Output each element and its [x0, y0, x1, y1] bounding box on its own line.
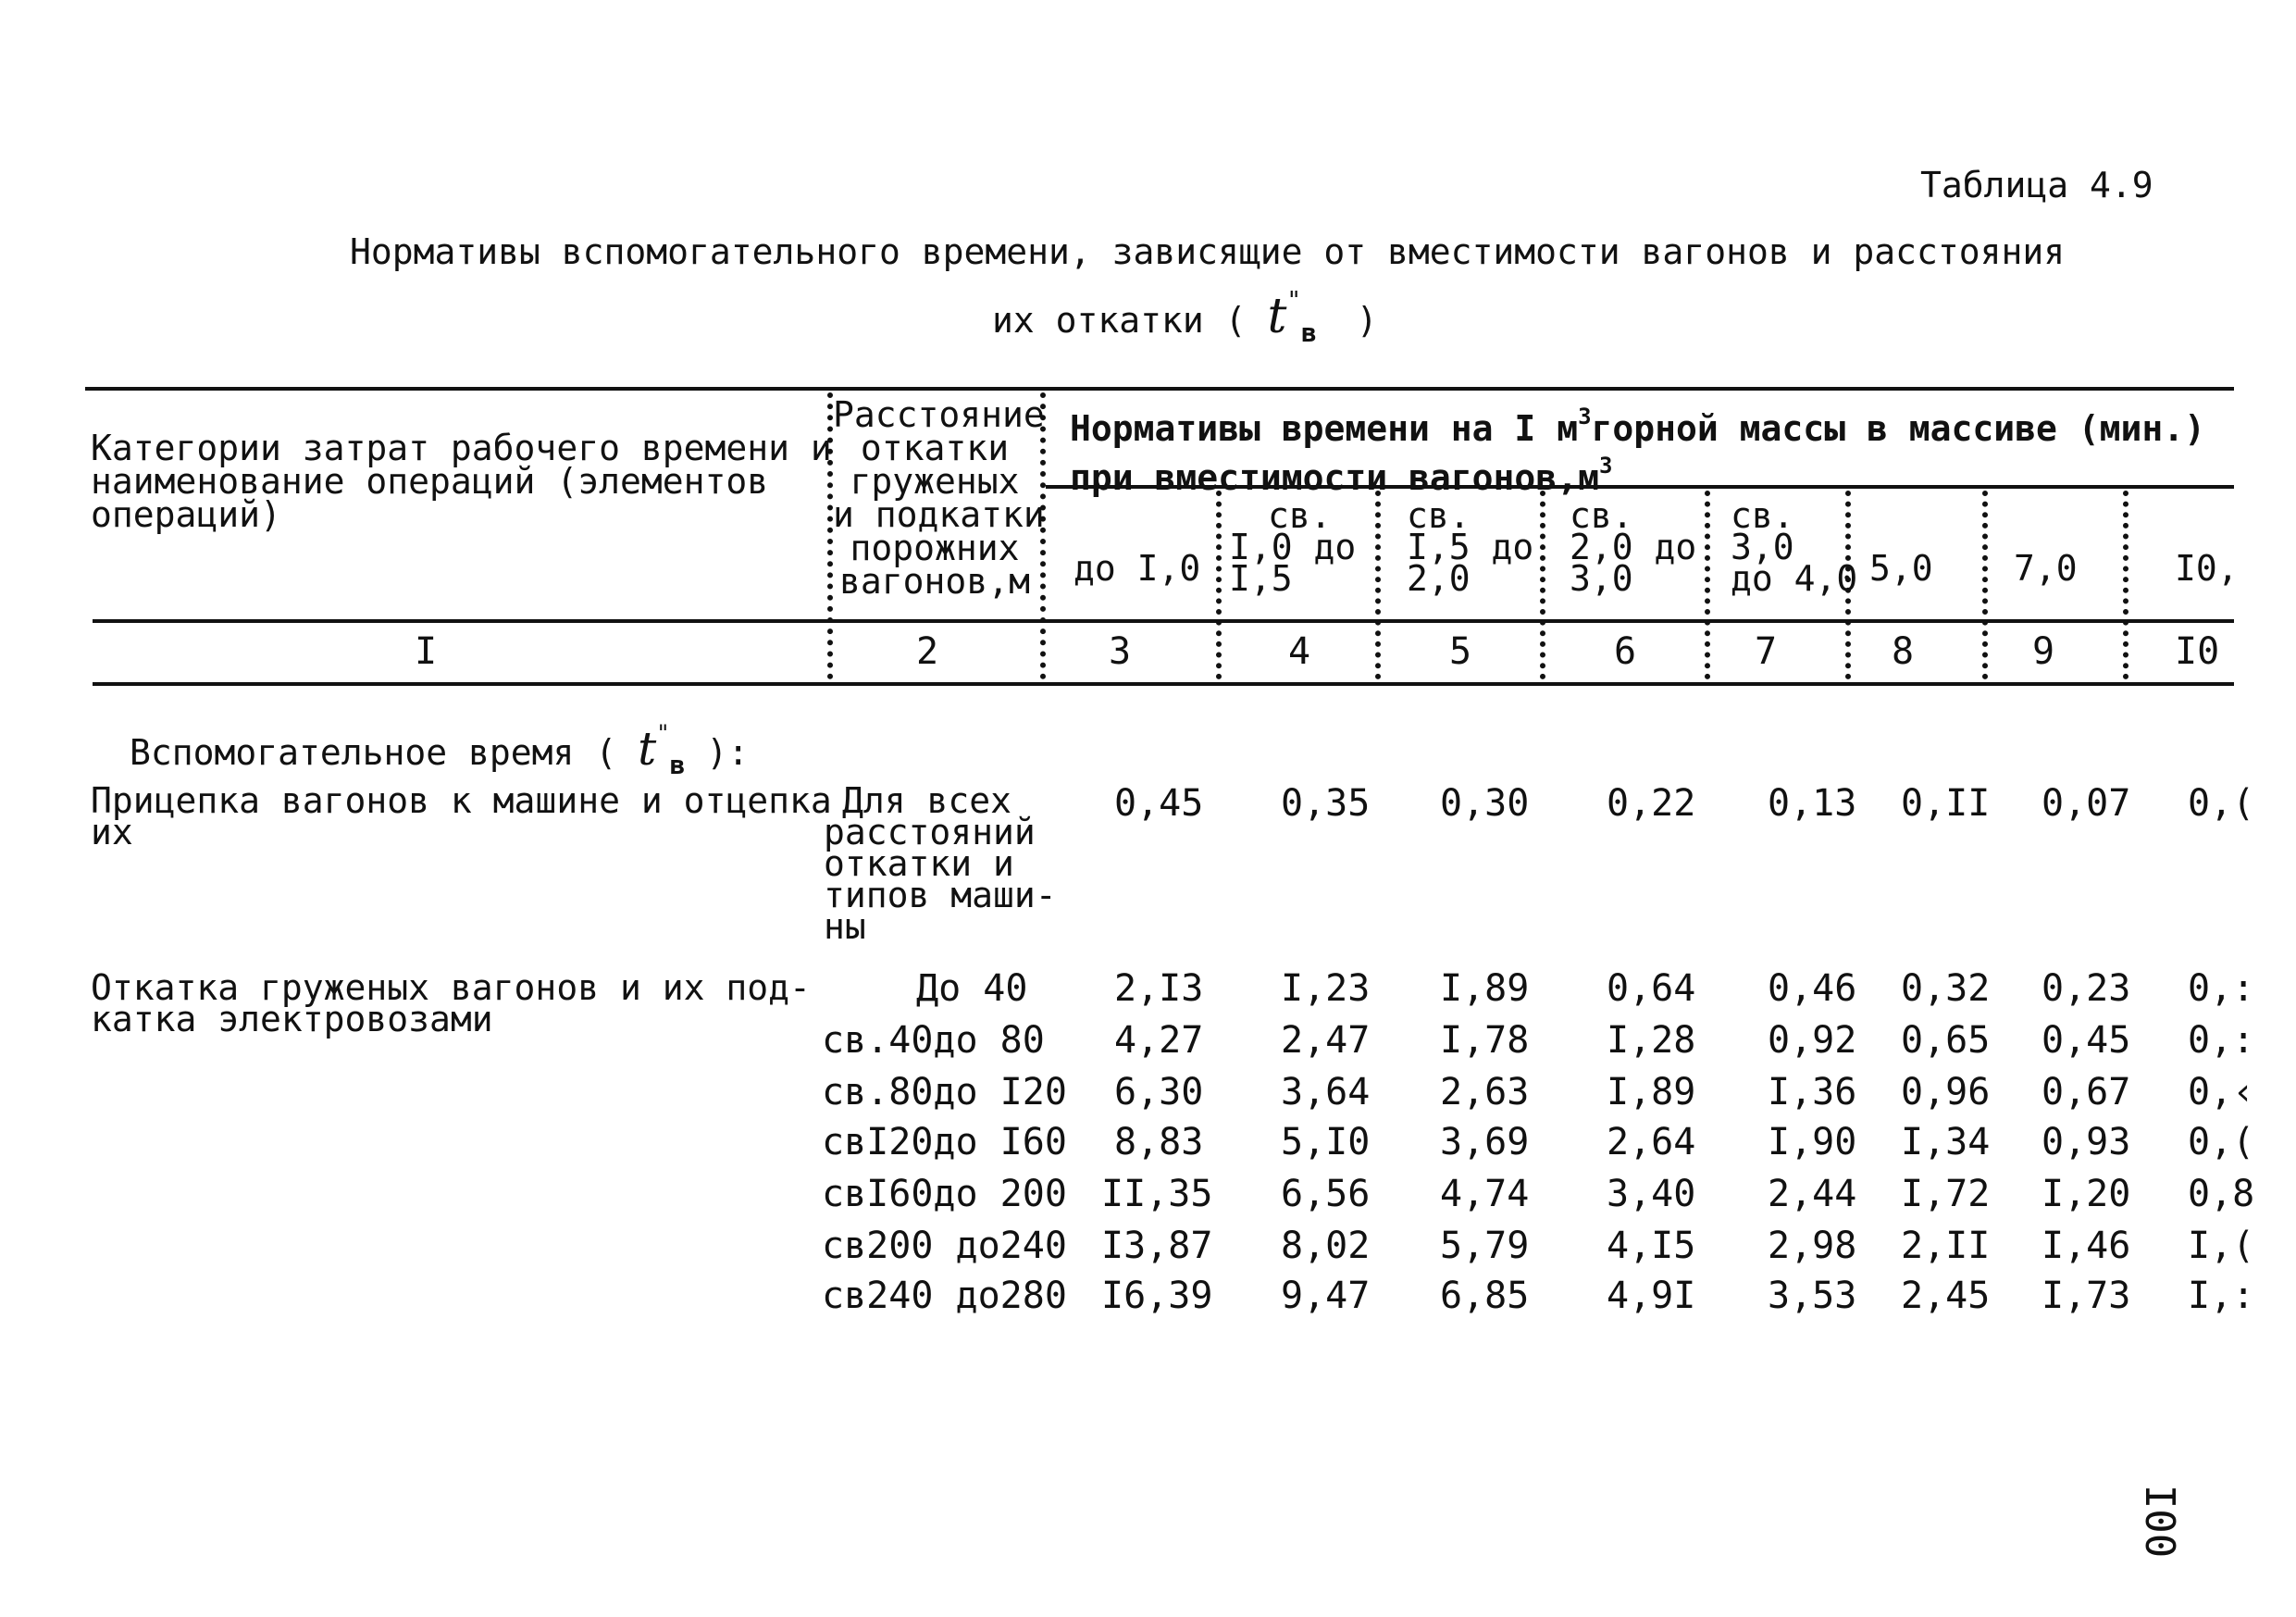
value-cell: 0,93	[2042, 1121, 2131, 1163]
column-number: 2	[916, 630, 939, 673]
value-cell: I,28	[1607, 1019, 1696, 1062]
value-cell: 0,35	[1281, 782, 1371, 825]
capacity-header-8: I0,	[2175, 548, 2239, 589]
col-separator	[1540, 491, 1545, 679]
value-cell: 0,92	[1768, 1019, 1857, 1062]
col-separator	[1982, 491, 1988, 679]
value-cell: 2,63	[1440, 1071, 1530, 1113]
capacity-header-3: св. I,5 до 2,0	[1407, 495, 1534, 599]
operation-cell: Прицепка вагонов к машине и отцепка их	[91, 780, 832, 852]
col2-header: Расстояние откатки груженых и подкатки порожних вагонов,м	[833, 394, 1045, 602]
value-cell: 4,I5	[1607, 1225, 1696, 1267]
value-cell: 0,:	[2188, 1019, 2255, 1062]
table-title-line1: Нормативы вспомогательного времени, зависящие от вместимости вагонов и расстояния	[350, 231, 2066, 272]
value-cell: 0,‹	[2188, 1071, 2255, 1113]
value-cell: 9,47	[1281, 1275, 1371, 1317]
value-cell: 0,67	[2042, 1071, 2131, 1113]
capacity-header-1: до I,0	[1074, 548, 1201, 589]
value-cell: 0,13	[1768, 782, 1857, 825]
value-cell: 2,98	[1768, 1225, 1857, 1267]
table-title-line2	[992, 282, 1378, 352]
value-cell: 0,30	[1440, 782, 1530, 825]
value-cell: I,78	[1440, 1019, 1530, 1062]
value-cell: I6,39	[1101, 1275, 1213, 1317]
value-cell: 0,46	[1768, 967, 1857, 1010]
value-cell: 8,02	[1281, 1225, 1371, 1267]
value-cell: II,35	[1101, 1173, 1213, 1215]
value-cell: 2,44	[1768, 1173, 1857, 1215]
time-symbol: $t^"_в$	[1267, 287, 1317, 348]
value-cell: I,34	[1901, 1121, 1991, 1163]
col1-header: Категории затрат рабочего времени и наименование операций (элементов операций)	[91, 428, 832, 535]
value-cell: 2,45	[1901, 1275, 1991, 1317]
time-symbol: $t^"_в$	[638, 720, 686, 780]
distance-cell: свI20до I60	[822, 1121, 1067, 1163]
value-cell: 3,53	[1768, 1275, 1857, 1317]
capacity-header-7: 7,0	[2014, 548, 2078, 589]
value-cell: I,90	[1768, 1121, 1857, 1163]
value-cell: I,20	[2042, 1173, 2131, 1215]
value-cell: 6,85	[1440, 1275, 1530, 1317]
column-number: I0	[2175, 630, 2220, 673]
section-title: Вспомогательное время ( $t^"_в$ ):	[130, 720, 750, 780]
title-suffix: )	[1356, 300, 1378, 341]
value-cell: I,89	[1440, 967, 1530, 1010]
value-cell: 2,64	[1607, 1121, 1696, 1163]
value-cell: 0,(	[2188, 1121, 2255, 1163]
col-separator	[1216, 491, 1222, 679]
value-cell: 2,47	[1281, 1019, 1371, 1062]
distance-cell: св240 до280	[822, 1275, 1067, 1317]
distance-cell: свI60до 200	[822, 1173, 1067, 1215]
value-cell: I,:	[2188, 1275, 2255, 1317]
value-cell: 3,69	[1440, 1121, 1530, 1163]
table-top-rule	[85, 387, 2234, 391]
capacity-header-6: 5,0	[1869, 548, 1933, 589]
table-label: Таблица 4.9	[1920, 165, 2153, 205]
value-cell: 0,:	[2188, 967, 2255, 1010]
col-separator	[2123, 491, 2128, 679]
value-cell: 5,I0	[1281, 1121, 1371, 1163]
column-number: 8	[1892, 630, 1915, 673]
value-cell: 4,74	[1440, 1173, 1530, 1215]
value-cell: 0,64	[1607, 967, 1696, 1010]
column-number: 4	[1288, 630, 1311, 673]
value-cell: 2,II	[1901, 1225, 1991, 1267]
value-cell: 0,45	[2042, 1019, 2131, 1062]
value-cell: I,36	[1768, 1071, 1857, 1113]
value-cell: I,89	[1607, 1071, 1696, 1113]
value-cell: I,73	[2042, 1275, 2131, 1317]
value-cell: I,23	[1281, 967, 1371, 1010]
column-number: 9	[2032, 630, 2055, 673]
value-cell: 3,40	[1607, 1173, 1696, 1215]
column-number: 7	[1755, 630, 1778, 673]
value-cell: 6,30	[1114, 1071, 1204, 1113]
col-separator	[1375, 491, 1381, 679]
value-cell: 0,07	[2042, 782, 2131, 825]
value-cell: 0,45	[1114, 782, 1204, 825]
column-number: I	[415, 630, 438, 673]
capacity-group-header: Нормативы времени на I $м^3горной$ массы в массиве (мин.) при вместимости $вагонов,м^3$	[1070, 404, 2205, 498]
column-number: 6	[1614, 630, 1637, 673]
value-cell: I,46	[2042, 1225, 2131, 1267]
column-number: 3	[1109, 630, 1132, 673]
value-cell: 2,I3	[1114, 967, 1204, 1010]
value-cell: 8,83	[1114, 1121, 1204, 1163]
value-cell: 0,8	[2188, 1173, 2255, 1215]
page-number: I00	[2136, 1484, 2184, 1559]
capacity-header-2: св. I,0 до I,5	[1229, 495, 1357, 599]
value-cell: 0,II	[1901, 782, 1991, 825]
value-cell: I,72	[1901, 1173, 1991, 1215]
value-cell: 0,32	[1901, 967, 1991, 1010]
value-cell: 0,(	[2188, 782, 2255, 825]
distance-cell: До 40	[916, 967, 1028, 1010]
col-separator	[1040, 392, 1046, 679]
value-cell: 0,22	[1607, 782, 1696, 825]
operation-cell: Откатка груженых вагонов и их под- катка электровозами	[91, 967, 811, 1039]
value-cell: 0,23	[2042, 967, 2131, 1010]
header-bottom-rule	[93, 619, 2234, 623]
capacity-header-5: св. 3,0 до 4,0	[1731, 495, 1858, 599]
distance-cell: св.80до I20	[822, 1071, 1067, 1113]
column-number: 5	[1449, 630, 1472, 673]
value-cell: 0,96	[1901, 1071, 1991, 1113]
distance-cell: св200 до240	[822, 1225, 1067, 1267]
distance-cell: св.40до 80	[822, 1019, 1045, 1062]
value-cell: I3,87	[1101, 1225, 1213, 1267]
col-separator	[1705, 491, 1710, 679]
title-prefix: их откатки (	[992, 300, 1247, 341]
value-cell: 4,27	[1114, 1019, 1204, 1062]
capacity-header-4: св. 2,0 до 3,0	[1570, 495, 1697, 599]
value-cell: 3,64	[1281, 1071, 1371, 1113]
value-cell: 5,79	[1440, 1225, 1530, 1267]
value-cell: I,(	[2188, 1225, 2255, 1267]
distance-cell: Для всех расстояний откатки и типов маши- ны	[824, 780, 1057, 947]
value-cell: 0,65	[1901, 1019, 1991, 1062]
column-numbers-rule	[93, 682, 2234, 686]
value-cell: 6,56	[1281, 1173, 1371, 1215]
value-cell: 4,9I	[1607, 1275, 1696, 1317]
